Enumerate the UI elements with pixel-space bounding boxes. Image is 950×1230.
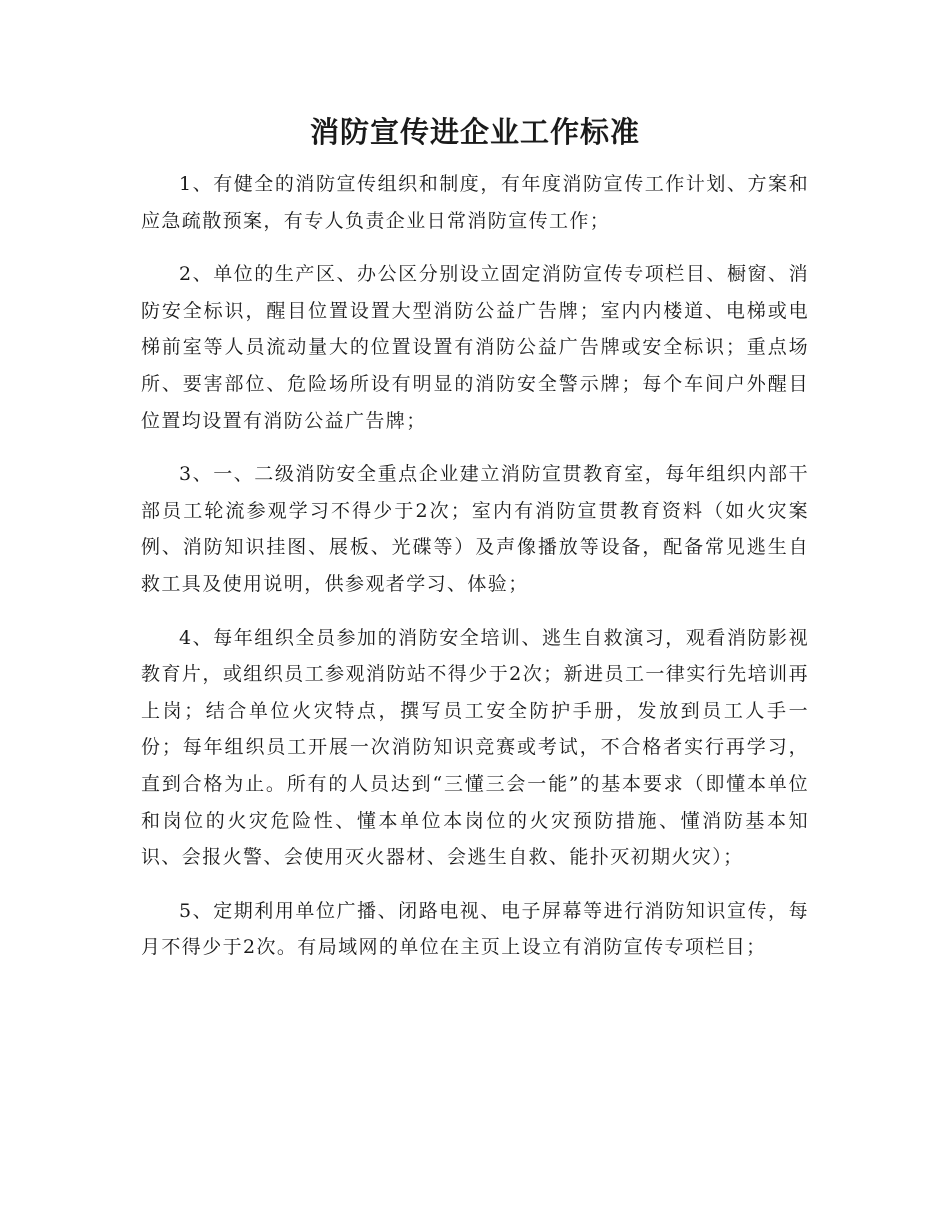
paragraph-3: 3、一、二级消防安全重点企业建立消防宣贯教育室，每年组织内部干部员工轮流参观学习不得少于2次；室内有消防宣贯教育资料（如火灾案例、消防知识挂图、展板、光碟等）及声像播放等设备，配备常见逃生自救工具及使用说明，供参观者学习、体验； <box>141 463 809 595</box>
paragraph-5: 5、定期利用单位广播、闭路电视、电子屏幕等进行消防知识宣传，每月不得少于2次。有局域网的单位在主页上设立有消防宣传专项栏目； <box>141 899 809 959</box>
paragraph-4: 4、每年组织全员参加的消防安全培训、逃生自救演习，观看消防影视教育片，或组织员工参观消防站不得少于2次；新进员工一律实行先培训再上岗；结合单位火灾特点，撰写员工安全防护手册，发放到员工人手一份；每年组织员工开展一次消防知识竞赛或考试，不合格者实行再学习，直到合格为止。所有的人员达到“三懂三会一能”的基本要求（即懂本单位和岗位的火灾危险性、懂本单位本岗位的火灾预防措施、懂消防基本知识、会报火警、会使用灭火器材、会逃生自救、能扑灭初期火灾）； <box>141 626 809 869</box>
paragraph-2: 2、单位的生产区、办公区分别设立固定消防宣传专项栏目、橱窗、消防安全标识，醒目位置设置大型消防公益广告牌；室内内楼道、电梯或电梯前室等人员流动量大的位置设置有消防公益广告牌或安全标识；重点场所、要害部位、危险场所设有明显的消防安全警示牌；每个车间户外醒目位置均设置有消防公益广告牌； <box>141 263 809 432</box>
paragraph-1: 1、有健全的消防宣传组织和制度，有年度消防宣传工作计划、方案和应急疏散预案，有专人负责企业日常消防宣传工作； <box>141 173 809 232</box>
document-body <box>141 166 809 983</box>
document-title: 消防宣传进企业工作标准 <box>309 115 640 149</box>
